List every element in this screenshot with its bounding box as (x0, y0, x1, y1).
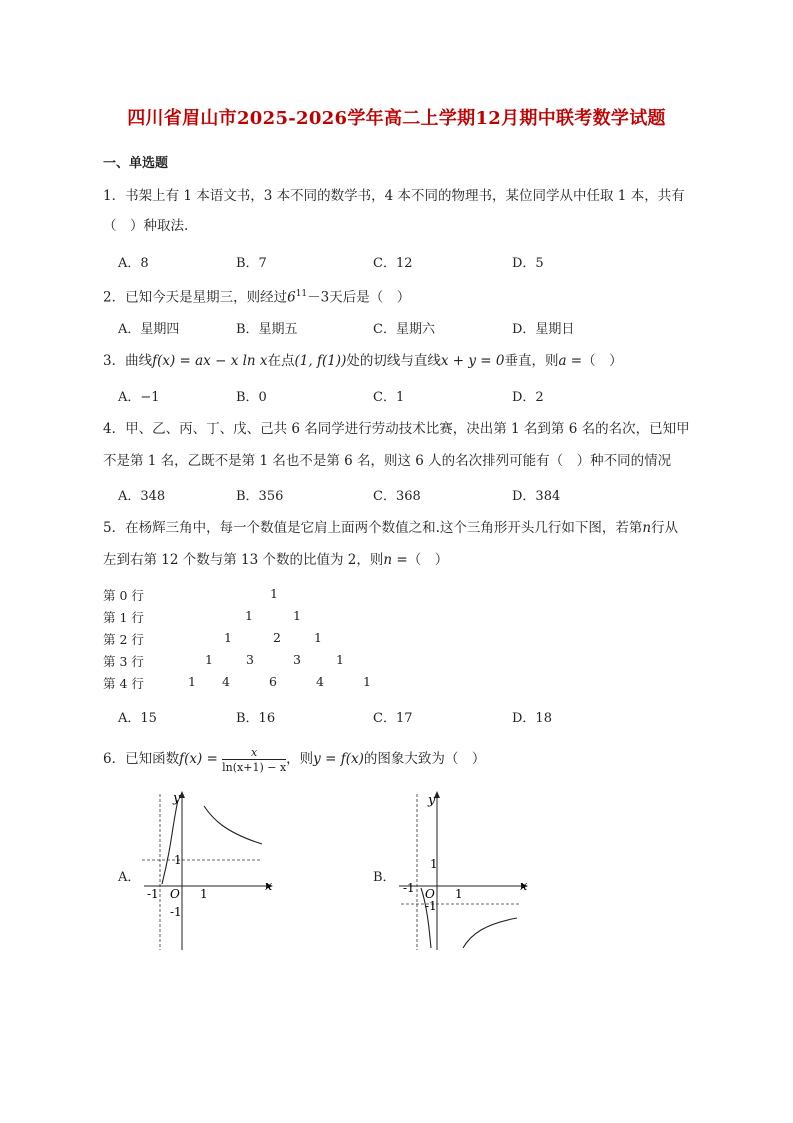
triangle-value: 1 (205, 652, 213, 667)
q5-line1-text: 5．在杨辉三角中，每一个数值是它肩上面两个数值之和.这个三角形开头几行如下图，若第 (103, 520, 643, 536)
curve-right (204, 806, 262, 844)
q2-stem (103, 284, 410, 308)
page-title: 四川省眉山市2025-2026学年高二上学期12月期中联考数学试题 (127, 108, 666, 129)
q5-line2-text: 左到右第 12 个数与第 13 个数的比值为 2，则 (103, 552, 384, 568)
q4-option-d: D．384 (512, 489, 561, 504)
triangle-value: 1 (188, 674, 196, 689)
q5-option-c: C．17 (373, 711, 413, 726)
q5-line2-var: n = (383, 552, 408, 568)
triangle-value: 1 (270, 586, 278, 601)
q2-option-a: A．星期四 (118, 322, 180, 337)
tick-neg-one-x: -1 (403, 881, 415, 895)
q5-option-a: A．15 (118, 711, 157, 726)
tick-one-y: 1 (174, 853, 182, 867)
origin-label: O (425, 887, 435, 901)
triangle-value: 1 (224, 630, 232, 645)
q2-power-exp: 11 (295, 289, 308, 299)
q3-mid1: 在点 (267, 353, 295, 369)
q1-option-b: B．7 (236, 256, 267, 271)
graph-b (393, 788, 533, 952)
triangle-row-label: 第 2 行 (103, 632, 144, 647)
triangle-value: 3 (293, 652, 301, 667)
q5-option-b: B．16 (236, 711, 276, 726)
graph-b-label: B． (373, 870, 396, 885)
graph-a-label: A． (118, 870, 141, 885)
q5-line2-end: （ ） (407, 552, 449, 568)
triangle-value: 1 (336, 652, 344, 667)
q2-prefix: 2．已知今天是星期三，则经过 (103, 289, 288, 306)
tick-one-x: 1 (200, 887, 208, 901)
y-label: y (173, 791, 181, 806)
q4-option-b: B．356 (236, 489, 284, 504)
q2-option-c: C．星期六 (373, 322, 435, 337)
q3-option-d: D．2 (512, 390, 544, 405)
q6-func: f(x) = (179, 751, 218, 767)
triangle-value: 1 (245, 608, 253, 623)
triangle-row-label: 第 1 行 (103, 610, 144, 625)
x-label: x (265, 879, 273, 894)
triangle-value: 1 (314, 630, 322, 645)
q3-function: f(x) = ax − x ln x (152, 353, 268, 369)
q1-option-c: C．12 (373, 256, 413, 271)
curve-right (463, 918, 517, 948)
q4-line1: 4．甲、乙、丙、丁、戊、己共 6 名同学进行劳动技术比赛，决出第 1 名到第 6 名的名次，已知甲 (103, 421, 690, 437)
tick-neg-one-y: -1 (170, 905, 182, 919)
q6-suffix: 的图象大致为（ ） (363, 751, 486, 767)
q3-mid3: 垂直，则 (504, 353, 559, 369)
graph-a (138, 788, 278, 952)
q5-line1-var: n (642, 520, 652, 536)
q3-option-b: B．0 (236, 390, 267, 405)
q3-stem (103, 351, 623, 371)
triangle-value: 2 (273, 630, 281, 645)
q6-stem (103, 744, 485, 774)
triangle-value: 1 (293, 608, 301, 623)
tick-one-x: 1 (455, 887, 463, 901)
q5-line2 (103, 550, 448, 570)
q3-var: a = (558, 353, 583, 369)
q1-line2: （ ）种取法. (103, 218, 189, 234)
q4-option-c: C．368 (373, 489, 421, 504)
q6-denominator: ln(x+1) − x (222, 760, 287, 774)
x-label: x (520, 879, 528, 894)
triangle-row-label: 第 4 行 (103, 676, 144, 691)
curve-left (162, 800, 178, 884)
q6-fraction (222, 746, 286, 774)
y-label: y (428, 793, 436, 808)
triangle-row-label: 第 3 行 (103, 654, 144, 669)
tick-one-y: 1 (430, 857, 438, 871)
q2-option-b: B．星期五 (236, 322, 298, 337)
q2-option-d: D．星期日 (512, 322, 575, 337)
section-heading: 一、单选题 (103, 156, 169, 171)
triangle-value: 6 (269, 674, 277, 689)
tick-neg-one-x: -1 (147, 887, 159, 901)
q4-option-a: A．348 (118, 489, 166, 504)
q2-power-base: 6 (287, 289, 296, 306)
q1-option-d: D．5 (512, 256, 544, 271)
q4-line2: 不是第 1 名，乙既不是第 1 名也不是第 6 名，则这 6 人的名次排列可能有（ ）种不同的情况 (103, 453, 672, 469)
q6-numerator: x (251, 745, 258, 759)
q6-eq: y = f(x) (313, 751, 364, 767)
q5-option-d: D．18 (512, 711, 552, 726)
triangle-row-label: 第 0 行 (103, 588, 144, 603)
q3-suffix: （ ） (582, 353, 623, 369)
q3-option-a: A．−1 (118, 390, 160, 405)
origin-label: O (170, 887, 180, 901)
q1-option-a: A．8 (118, 256, 149, 271)
q6-prefix: 6．已知函数 (103, 751, 180, 767)
q3-option-c: C．1 (373, 390, 405, 405)
q3-line: x + y = 0 (440, 353, 505, 369)
q1-line1: 1．书架上有 1 本语文书，3 本不同的数学书，4 本不同的物理书，某位同学从中任取 1 本，共有 (103, 188, 685, 204)
q5-line1-end: 行从 (651, 520, 679, 536)
q3-point: (1, f(1)) (294, 353, 347, 369)
q5-line1 (103, 518, 678, 538)
q2-suffix: －3天后是（ ） (307, 289, 411, 306)
tick-neg-one-y: -1 (425, 899, 437, 913)
triangle-value: 3 (246, 652, 254, 667)
triangle-value: 4 (316, 674, 324, 689)
triangle-value: 1 (363, 674, 371, 689)
q3-prefix: 3．曲线 (103, 353, 153, 369)
triangle-value: 4 (222, 674, 230, 689)
q3-mid2: 处的切线与直线 (346, 353, 441, 369)
q6-mid: ，则 (286, 751, 314, 767)
